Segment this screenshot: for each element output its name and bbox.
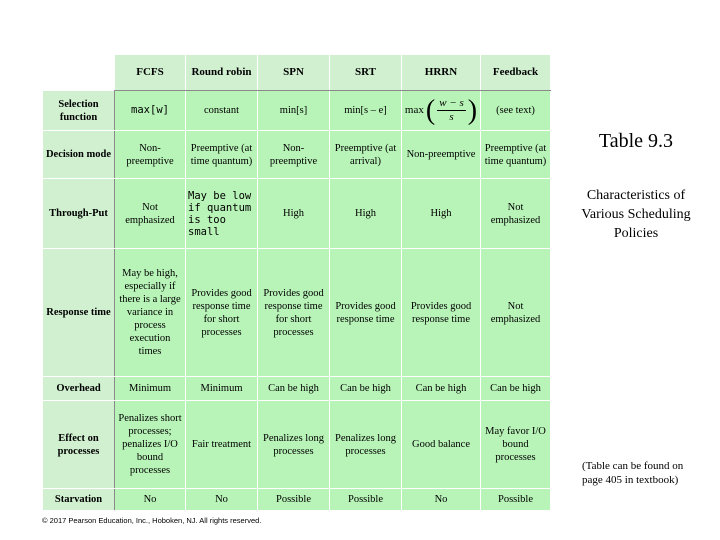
cell-overhead-srt: Can be high: [330, 377, 402, 401]
column-header-fcfs: FCFS: [115, 55, 186, 91]
cell-decision-spn: Non-preemptive: [258, 131, 330, 179]
row-header-effect-on-processes: Effect on processes: [43, 401, 115, 489]
cell-decision-round-robin: Preemptive (at time quantum): [186, 131, 258, 179]
cell-throughput-feedback: Not emphasized: [481, 179, 551, 249]
textbook-note: (Table can be found on page 405 in textbook): [582, 460, 684, 486]
cell-overhead-fcfs: Minimum: [115, 377, 186, 401]
cell-response-spn: Provides good response time for short processes: [258, 249, 330, 377]
cell-effect-spn: Penalizes long processes: [258, 401, 330, 489]
column-header-srt: SRT: [330, 55, 402, 91]
cell-throughput-fcfs: Not emphasized: [115, 179, 186, 249]
hrrn-denominator: s: [449, 111, 454, 123]
cell-starvation-fcfs: No: [115, 489, 186, 511]
cell-effect-fcfs: Penalizes short processes; penalizes I/O bound processes: [115, 401, 186, 489]
slide-title: Table 9.3: [598, 130, 674, 152]
hrrn-numerator: w − s: [439, 97, 464, 109]
row-header-overhead: Overhead: [43, 377, 115, 401]
cell-effect-hrrn: Good balance: [402, 401, 481, 489]
table-row: [43, 131, 551, 179]
row-header-throughput: Through-Put: [43, 179, 115, 249]
cell-selection-fcfs: max[w]: [131, 104, 169, 116]
cell-throughput-round-robin: May be low if quantum is too small: [188, 189, 252, 238]
right-paren-glyph: ): [467, 94, 478, 126]
cell-selection-round-robin: constant: [186, 91, 258, 131]
table-corner: [43, 55, 115, 91]
cell-decision-fcfs: Non-preemptive: [115, 131, 186, 179]
hrrn-fraction: [437, 97, 466, 124]
row-header-selection-function: Selection function: [43, 91, 115, 131]
cell-response-round-robin: Provides good response time for short processes: [186, 249, 258, 377]
table-row: [43, 377, 551, 401]
cell-selection-hrrn: [402, 91, 481, 131]
cell-throughput-hrrn: High: [402, 179, 481, 249]
cell-starvation-feedback: Possible: [481, 489, 551, 511]
cell-starvation-spn: Possible: [258, 489, 330, 511]
row-header-response-time: Response time: [43, 249, 115, 377]
cell-throughput-spn: High: [258, 179, 330, 249]
cell-throughput-srt: High: [330, 179, 402, 249]
hrrn-formula: [404, 94, 478, 126]
column-header-hrrn: HRRN: [402, 55, 481, 91]
cell-selection-srt: min[s – e]: [330, 91, 402, 131]
cell-effect-srt: Penalizes long processes: [330, 401, 402, 489]
cell-starvation-hrrn: No: [402, 489, 481, 511]
cell-decision-srt: Preemptive (at arrival): [330, 131, 402, 179]
table-row: [43, 249, 551, 377]
cell-response-srt: Provides good response time: [330, 249, 402, 377]
copyright-notice: © 2017 Pearson Education, Inc., Hoboken, NJ. All rights reserved.: [42, 516, 262, 525]
table-row: [43, 91, 551, 131]
cell-selection-spn: min[s]: [258, 91, 330, 131]
cell-overhead-feedback: Can be high: [481, 377, 551, 401]
cell-overhead-round-robin: Minimum: [186, 377, 258, 401]
table-row: [43, 401, 551, 489]
cell-response-feedback: Not emphasized: [481, 249, 551, 377]
column-header-feedback: Feedback: [481, 55, 551, 91]
hrrn-formula-prefix: max: [404, 104, 424, 116]
table-row: [43, 489, 551, 511]
cell-overhead-spn: Can be high: [258, 377, 330, 401]
slide-subtitle: Characteristics of Various Scheduling Policies: [581, 188, 691, 241]
cell-response-hrrn: Provides good response time: [402, 249, 481, 377]
table-row: [43, 179, 551, 249]
row-header-starvation: Starvation: [43, 489, 115, 511]
scheduling-policies-table: [42, 54, 551, 511]
cell-effect-round-robin: Fair treatment: [186, 401, 258, 489]
cell-starvation-round-robin: No: [186, 489, 258, 511]
cell-selection-feedback: (see text): [481, 91, 551, 131]
column-header-spn: SPN: [258, 55, 330, 91]
cell-starvation-srt: Possible: [330, 489, 402, 511]
column-header-round-robin: Round robin: [186, 55, 258, 91]
cell-response-fcfs: May be high, especially if there is a large variance in process execution times: [115, 249, 186, 377]
cell-decision-feedback: Preemptive (at time quantum): [481, 131, 551, 179]
cell-overhead-hrrn: Can be high: [402, 377, 481, 401]
cell-effect-feedback: May favor I/O bound processes: [481, 401, 551, 489]
row-header-decision-mode: Decision mode: [43, 131, 115, 179]
cell-decision-hrrn: Non-preemptive: [402, 131, 481, 179]
left-paren-glyph: (: [425, 94, 436, 126]
